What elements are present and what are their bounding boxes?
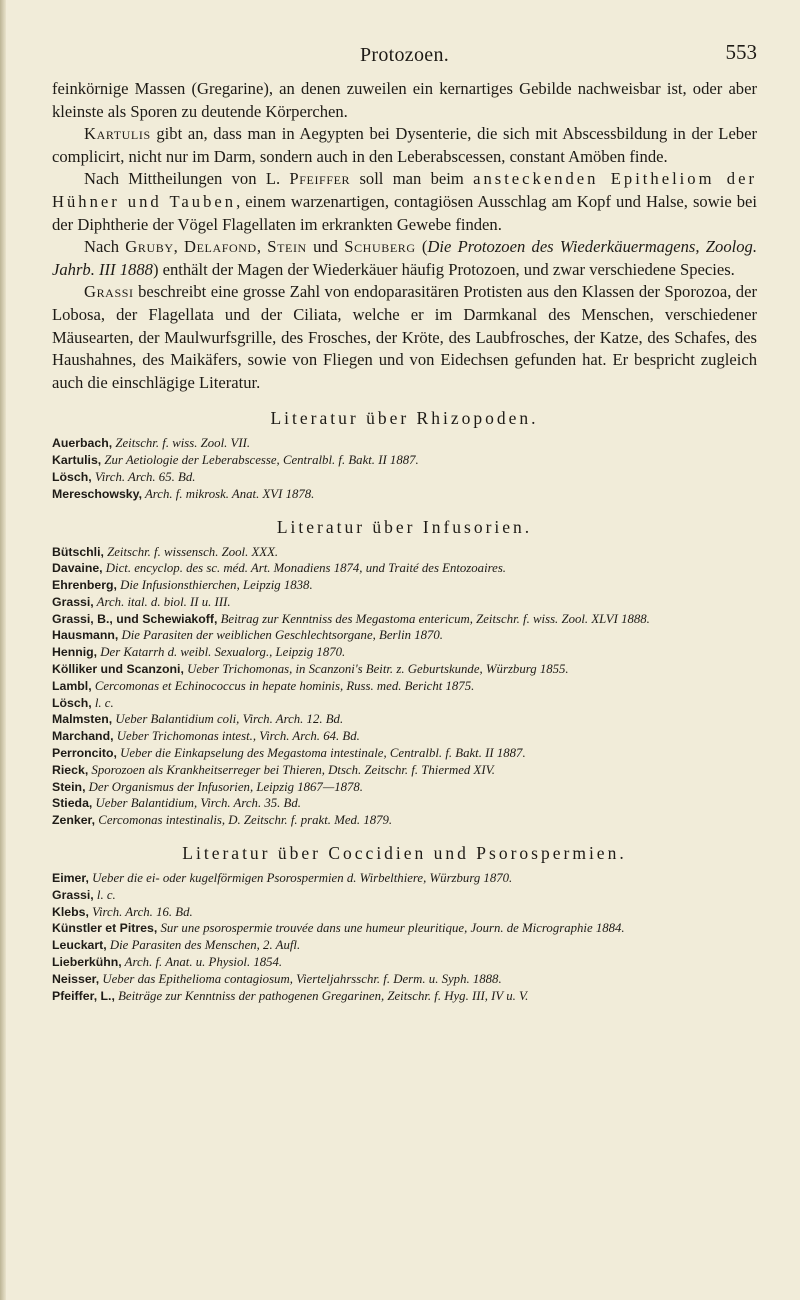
reference-entry (52, 452, 757, 469)
reference-entry (52, 695, 757, 712)
reference-author: Rieck, (52, 762, 89, 777)
reference-author: Neisser, (52, 971, 100, 986)
reference-citation: Dict. encyclop. des sc. méd. Art. Monadiens 1874, und Traité des Entozoaires. (102, 561, 507, 576)
text-run: soll man beim (350, 169, 474, 189)
reference-entry (52, 812, 757, 829)
reference-author: Grassi, B., und Schewiakoff, (52, 611, 218, 626)
reference-citation: Ueber Trichomonas intest., Virch. Arch. 64. Bd. (113, 729, 360, 744)
reference-entry (52, 954, 757, 971)
reference-citation: l. c. (93, 887, 116, 902)
reference-entry (52, 544, 757, 561)
page-number: 553 (725, 40, 757, 64)
text-run: gibt an, dass man in Aegypten bei Dysenterie, die sich mit Abscessbildung in der Leber complicirt, nicht nur im Darm, sondern auch in den Leberabscessen, constant Amöben finde. (52, 124, 757, 166)
reference-entry (52, 644, 757, 661)
reference-citation: Ueber die Einkapselung des Megastoma intestinale, Centralbl. f. Bakt. II 1887. (116, 746, 526, 761)
reference-author: Mereschowsky, (52, 486, 142, 501)
reference-citation: Zeitschr. f. wiss. Zool. VII. (112, 436, 251, 451)
text-run: ( (415, 237, 428, 257)
text-run: Pfeiffer (289, 169, 351, 189)
reference-citation: Die Parasiten der weiblichen Geschlechtsorgane, Berlin 1870. (118, 628, 444, 643)
reference-author: Klebs, (52, 904, 89, 919)
reference-citation: Sporozoen als Krankheitserreger bei Thieren, Dtsch. Zeitschr. f. Thiermed XIV. (88, 762, 495, 777)
reference-author: Lambl, (52, 678, 92, 693)
body-paragraph (52, 123, 757, 168)
reference-citation: Cercomonas intestinalis, D. Zeitschr. f. prakt. Med. 1879. (95, 813, 393, 828)
reference-entry (52, 762, 757, 779)
reference-author: Grassi, (52, 887, 94, 902)
reference-author: Hennig, (52, 645, 98, 660)
reference-entry (52, 678, 757, 695)
text-run: Grassi (84, 282, 134, 302)
reference-entry (52, 661, 757, 678)
reference-author: Lieberkühn, (52, 955, 122, 970)
reference-author: Stieda, (52, 796, 93, 811)
reference-entry (52, 611, 757, 628)
reference-author: Zenker, (52, 813, 96, 828)
reference-citation: Arch. ital. d. biol. II u. III. (93, 594, 231, 609)
text-run: ansteckenden Epitheliom der Hühner und Tauben (52, 169, 757, 211)
reference-entry (52, 779, 757, 796)
reference-list (52, 870, 757, 1004)
reference-entry (52, 971, 757, 988)
text-run: Gruby (125, 237, 174, 257)
reference-entry (52, 795, 757, 812)
reference-author: Leuckart, (52, 938, 107, 953)
reference-citation: Ueber Balantidium coli, Virch. Arch. 12. Bd. (112, 712, 344, 727)
reference-citation: Cercomonas et Echinococcus in hepate hominis, Russ. med. Bericht 1875. (91, 678, 475, 693)
text-run: , (173, 237, 185, 257)
reference-author: Malmsten, (52, 712, 113, 727)
text-run: und (306, 237, 345, 257)
reference-author: Hausmann, (52, 628, 119, 643)
reference-citation: Arch. f. Anat. u. Physiol. 1854. (121, 955, 283, 970)
text-run: Nach Mittheilungen von L. (84, 169, 290, 189)
literature-heading: Literatur über Coccidien und Psorospermien. (182, 843, 627, 864)
reference-citation: Ueber das Epithelioma contagiosum, Vierteljahrsschr. f. Derm. u. Syph. 1888. (99, 971, 502, 986)
reference-citation: Sur une psorospermie trouvée dans une humeur pleuritique, Journ. de Micrographie 1884. (157, 921, 625, 936)
body-paragraph (52, 78, 757, 123)
text-run: , (256, 237, 268, 257)
reference-citation: Virch. Arch. 65. Bd. (91, 469, 196, 484)
text-run: Nach (84, 237, 126, 257)
text-run: Schuberg (344, 237, 416, 257)
reference-entry (52, 469, 757, 486)
reference-citation: l. c. (91, 695, 114, 710)
reference-entry (52, 594, 757, 611)
text-run: Kartulis (84, 124, 151, 144)
text-run: Delafond (184, 237, 257, 257)
reference-author: Perroncito, (52, 746, 117, 761)
reference-author: Lösch, (52, 469, 92, 484)
text-run: ) enthält der Magen der Wiederkäuer häufig Protozoen, und zwar verschiedene Species. (152, 259, 735, 279)
reference-entry (52, 920, 757, 937)
reference-citation: Die Infusionsthierchen, Leipzig 1838. (116, 578, 313, 593)
text-run: Die Protozoen des Wiederkäuermagens, Zoolog. Jahrb. III 1888 (52, 237, 757, 279)
reference-citation: Die Parasiten des Menschen, 2. Aufl. (106, 938, 301, 953)
body-paragraph (52, 168, 757, 236)
reference-citation: Virch. Arch. 16. Bd. (88, 904, 193, 919)
reference-author: Pfeiffer, L., (52, 988, 115, 1003)
reference-entry (52, 486, 757, 503)
page-header (52, 0, 757, 66)
text-run: Stein (267, 237, 307, 257)
running-title: Protozoen. (359, 44, 450, 66)
reference-entry (52, 937, 757, 954)
reference-citation: Der Organismus der Infusorien, Leipzig 1867—1878. (85, 779, 363, 794)
reference-citation: Ueber Balantidium, Virch. Arch. 35. Bd. (92, 796, 301, 811)
reference-entry (52, 577, 757, 594)
text-run: , einem warzenartigen, contagiösen Ausschlag am Kopf und Halse, sowie bei der Diphtherie der Vögel Flagellaten im erkrankten Gewebe finden. (52, 191, 757, 234)
reference-citation: Beitrag zur Kenntniss des Megastoma entericum, Zeitschr. f. wiss. Zool. XLVI 1888. (217, 611, 650, 626)
literature-heading: Literatur über Rhizopoden. (270, 408, 539, 429)
reference-list (52, 435, 757, 502)
reference-entry (52, 870, 757, 887)
body-paragraph (52, 236, 757, 281)
reference-list (52, 544, 757, 830)
reference-author: Lösch, (52, 695, 92, 710)
reference-citation: Der Katarrh d. weibl. Sexualorg., Leipzig 1870. (97, 645, 346, 660)
reference-author: Künstler et Pitres, (52, 921, 158, 936)
page-edge (0, 0, 6, 1300)
book-page (52, 0, 757, 1300)
reference-author: Stein, (52, 779, 86, 794)
reference-entry (52, 560, 757, 577)
literature-sections (52, 408, 757, 1004)
reference-author: Kartulis, (52, 453, 102, 468)
reference-entry (52, 887, 757, 904)
reference-entry (52, 728, 757, 745)
reference-citation: Zeitschr. f. wissensch. Zool. XXX. (103, 544, 279, 559)
reference-entry (52, 435, 757, 452)
text-run: beschreibt eine grosse Zahl von endoparasitären Protisten aus den Klassen der Sporozoa, der Lobosa, der Flagellata und der Ciliata, welche er im Darmkanal des Menschen, verschiedener Mäusearten, der Maulwurfsgrille, des Frosches, der Kröte, des Laubfrosches, der Katze, des Schafes, des Haushahnes, des Maikäfers, sowie von Fliegen und von Eidechsen gefunden hat. Er bespricht zugleich auch die einschlägige Literatur. (52, 282, 757, 392)
reference-author: Ehrenberg, (52, 578, 117, 593)
literature-heading: Literatur über Infusorien. (276, 516, 533, 537)
reference-entry (52, 627, 757, 644)
body-text (52, 78, 757, 394)
reference-citation: Ueber Trichomonas, in Scanzoni's Beitr. z. Geburtskunde, Würzburg 1855. (183, 662, 569, 677)
reference-author: Davaine, (52, 561, 103, 576)
reference-author: Auerbach, (52, 436, 113, 451)
reference-citation: Beiträge zur Kenntniss der pathogenen Gregarinen, Zeitschr. f. Hyg. III, IV u. V. (114, 988, 529, 1003)
reference-entry (52, 745, 757, 762)
body-paragraph (52, 281, 757, 394)
reference-author: Marchand, (52, 729, 114, 744)
reference-citation: Zur Aetiologie der Leberabscesse, Centralbl. f. Bakt. II 1887. (101, 453, 419, 468)
reference-author: Grassi, (52, 594, 94, 609)
reference-citation: Ueber die ei- oder kugelförmigen Psorospermien d. Wirbelthiere, Würzburg 1870. (88, 871, 513, 886)
reference-author: Kölliker und Scanzoni, (52, 662, 184, 677)
reference-entry (52, 904, 757, 921)
reference-author: Eimer, (52, 871, 89, 886)
reference-entry (52, 988, 757, 1005)
reference-entry (52, 711, 757, 728)
reference-author: Bütschli, (52, 544, 104, 559)
text-run: feinkörnige Massen (Gregarine), an denen zuweilen ein kernartiges Gebilde nachweisbar ist, oder aber kleinste als Sporen zu deutende Körperchen. (52, 79, 757, 121)
reference-citation: Arch. f. mikrosk. Anat. XVI 1878. (142, 486, 315, 501)
